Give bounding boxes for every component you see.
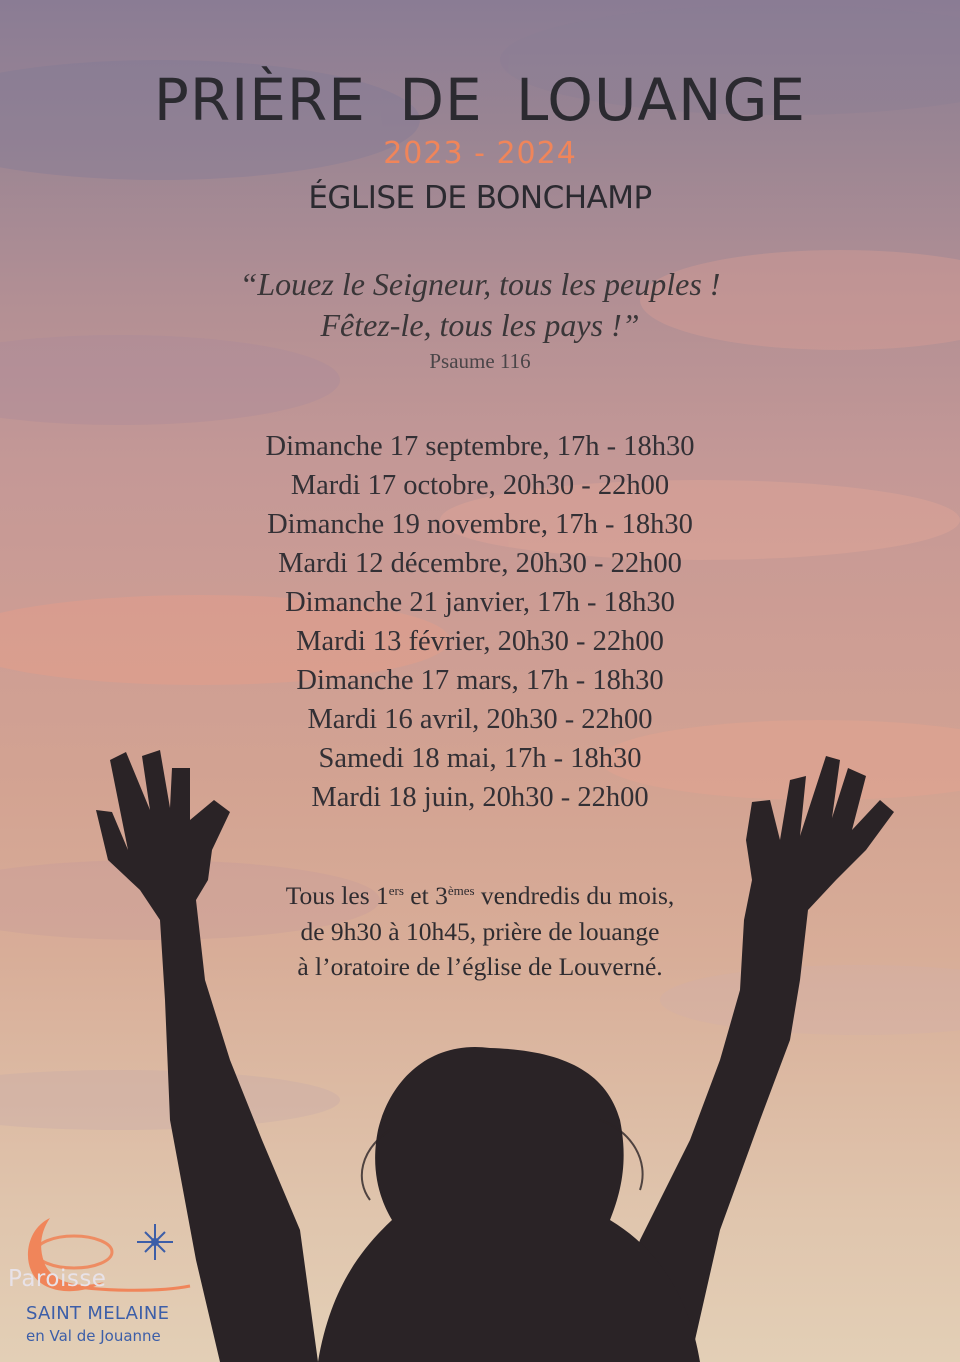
quote-line-2: Fêtez-le, tous les pays !” [320, 307, 640, 343]
friday-note-text: et 3 [403, 881, 448, 910]
schedule-item: Mardi 18 juin, 20h30 - 22h00 [311, 782, 649, 813]
quote-reference: Psaume 116 [429, 349, 531, 373]
friday-prayer-note [0, 878, 960, 985]
schedule-item: Mardi 13 février, 20h30 - 22h00 [296, 626, 664, 657]
poster-years: 2023 - 2024 [383, 136, 577, 171]
schedule-item: Dimanche 17 mars, 17h - 18h30 [296, 665, 664, 696]
poster-title: PRIÈRE DE LOUANGE [153, 66, 807, 134]
schedule-item: Dimanche 19 novembre, 17h - 18h30 [267, 509, 693, 540]
church-name: ÉGLISE DE BONCHAMP [308, 180, 652, 216]
quote-line-1: “Louez le Seigneur, tous les peuples ! [239, 266, 721, 302]
ordinal-superscript: èmes [447, 883, 475, 898]
friday-note-text: vendredis du mois, [474, 881, 675, 910]
schedule-item: Samedi 18 mai, 17h - 18h30 [318, 743, 642, 774]
logo-subtitle: en Val de Jouanne [26, 1327, 161, 1345]
friday-note-line-2: de 9h30 à 10h45, prière de louange [300, 916, 660, 946]
schedule-list [0, 427, 960, 817]
friday-note-line-3: à l’oratoire de l’église de Louverné. [297, 952, 663, 981]
schedule-item: Mardi 16 avril, 20h30 - 22h00 [307, 704, 653, 735]
logo-word: Paroisse [8, 1266, 107, 1292]
friday-note-text: Tous les 1 [285, 881, 389, 910]
bible-quote [0, 264, 960, 346]
schedule-item: Mardi 12 décembre, 20h30 - 22h00 [278, 548, 682, 579]
schedule-item: Mardi 17 octobre, 20h30 - 22h00 [290, 470, 670, 501]
schedule-item: Dimanche 17 septembre, 17h - 18h30 [265, 431, 695, 462]
schedule-item: Dimanche 21 janvier, 17h - 18h30 [285, 587, 675, 618]
friday-note-line-1 [0, 878, 960, 914]
logo-name: SAINT MELAINE [26, 1303, 170, 1324]
ordinal-superscript: ers [388, 883, 404, 898]
star-icon [137, 1224, 173, 1260]
